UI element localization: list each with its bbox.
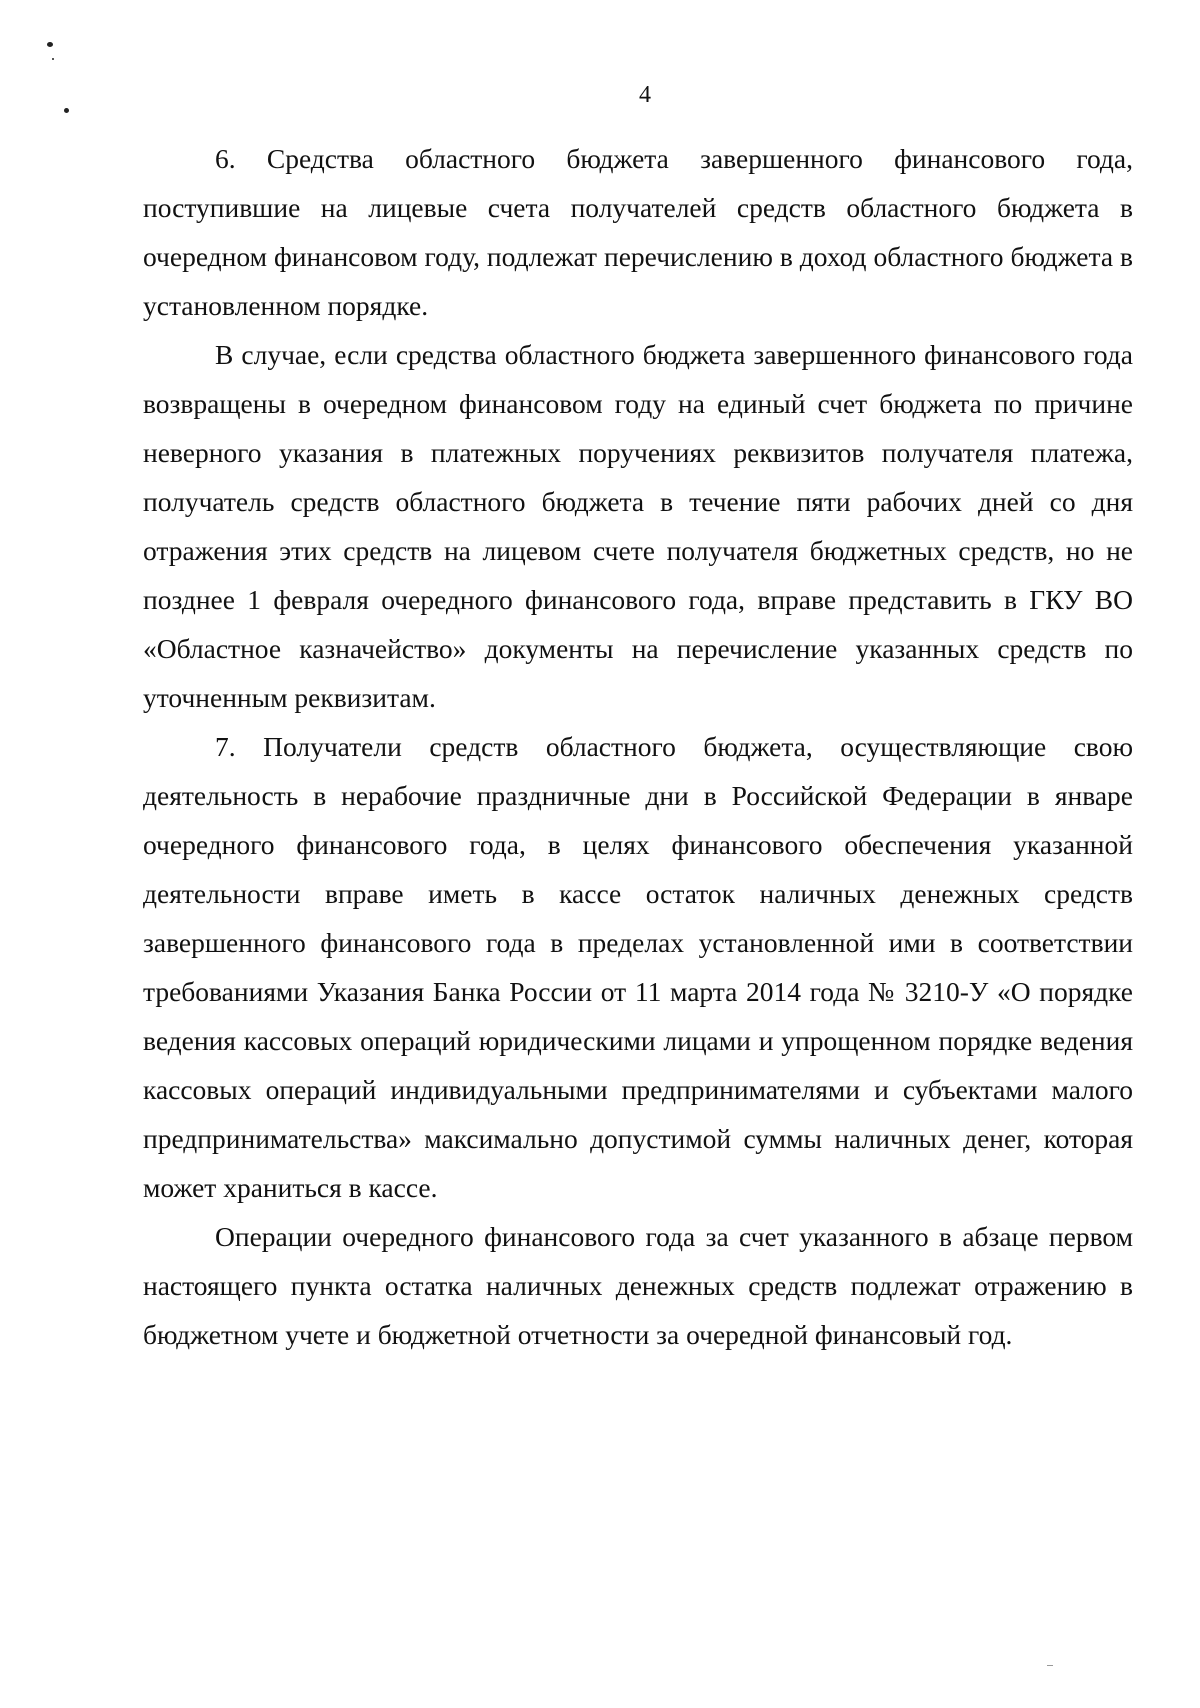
scan-speck: [47, 42, 53, 47]
paragraph-item-6: 6. Средства областного бюджета завершенного финансового года, поступившие на лицевые счета получателей средств областного бюджета в очередном финансовом году, подлежат перечислению в доход областного бюджета в установленном порядке.: [143, 143, 1133, 321]
paragraph-operations: Операции очередного финансового года за счет указанного в абзаце первом настоящего пункта остатка наличных денежных средств подлежат отражению в бюджетном учете и бюджетной отчетности за очередной финансовый год.: [143, 1221, 1133, 1350]
scan-speck: [52, 58, 54, 60]
paragraph-returned-funds: В случае, если средства областного бюджета завершенного финансового года возвращены в очередном финансовом году на единый счет бюджета по причине неверного указания в платежных поручениях реквизитов получателя платежа, получатель средств областного бюджета в течение пяти рабочих дней со дня отражения этих средств на лицевом счете получателя бюджетных средств, но не позднее 1 февраля очередного финансового года, вправе представить в ГКУ ВО «Областное казначейство» документы на перечисление указанных средств по уточненным реквизитам.: [143, 339, 1133, 713]
scan-speck: [1047, 1665, 1053, 1666]
page-number: 4: [639, 82, 651, 108]
paragraph-item-7: 7. Получатели средств областного бюджета, осуществляющие свою деятельность в нерабочие праздничные дни в Российской Федерации в январе очередного финансового года, в целях финансового обеспечения указанной деятельности вправе иметь в кассе остаток наличных денежных средств завершенного финансового года в пределах установленной ими в соответствии требованиями Указания Банка России от 11 марта 2014 года № 3210-У «О порядке ведения кассовых операций юридическими лицами и упрощенном порядке ведения кассовых операций индивидуальными предпринимателями и субъектами малого предпринимательства» максимально допустимой суммы наличных денег, которая может храниться в кассе.: [143, 731, 1133, 1203]
document-body: [143, 134, 1133, 1359]
